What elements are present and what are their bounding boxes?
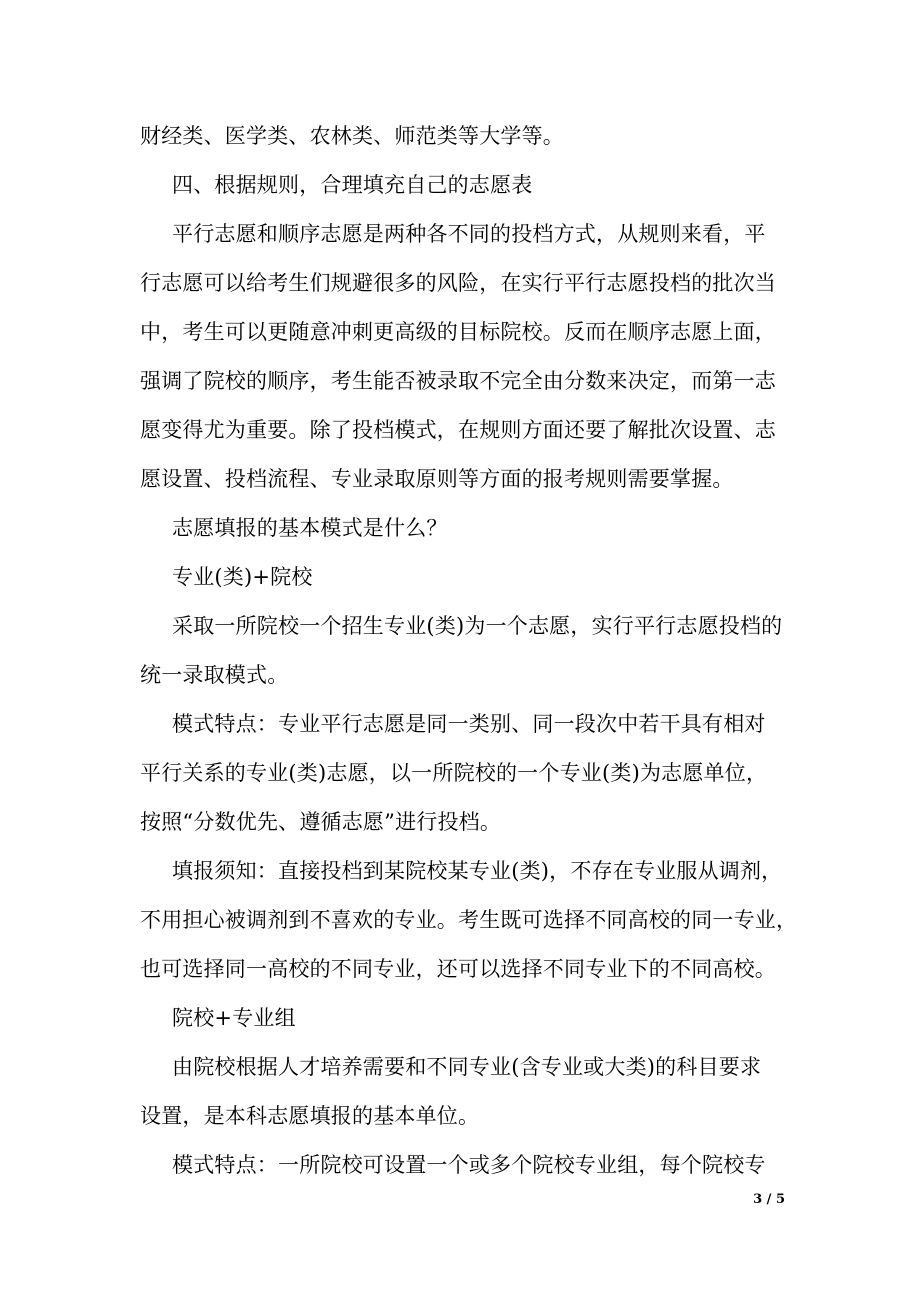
text-line: 不用担心被调剂到不喜欢的专业。考生既可选择不同高校的同一专业， (140, 908, 798, 932)
text-line: 设置，是本科志愿填报的基本单位。 (140, 1104, 480, 1128)
text-line: 由院校根据人才培养需要和不同专业(含专业或大类)的科目要求 (172, 1055, 762, 1079)
text-line: 填报须知：直接投档到某院校某专业(类)，不存在专业服从调剂， (172, 859, 783, 883)
page-number: 3 / 5 (753, 1192, 785, 1207)
text-line: 平行关系的专业(类)志愿，以一所院校的一个专业(类)为志愿单位， (140, 761, 768, 785)
text-line: 统一录取模式。 (140, 663, 289, 687)
text-line: 中，考生可以更随意冲刺更高级的目标院校。反而在顺序志愿上面， (140, 320, 776, 344)
text-line: 强调了院校的顺序，考生能否被录取不完全由分数来决定，而第一志 (140, 369, 776, 393)
subheading: 专业(类)+院校 (172, 565, 313, 589)
subheading: 院校+专业组 (172, 1006, 296, 1030)
section-heading: 四、根据规则，合理填充自己的志愿表 (172, 173, 533, 197)
text-line: 愿变得尤为重要。除了投档模式，在规则方面还要了解批次设置、志 (140, 418, 776, 442)
text-line: 也可选择同一高校的不同专业，还可以选择不同专业下的不同高校。 (140, 957, 776, 981)
text-line: 模式特点：专业平行志愿是同一类别、同一段次中若干具有相对 (172, 712, 766, 736)
text-line: 平行志愿和顺序志愿是两种各不同的投档方式，从规则来看，平 (172, 222, 766, 246)
text-line: 行志愿可以给考生们规避很多的风险，在实行平行志愿投档的批次当 (140, 271, 776, 295)
text-line: 财经类、医学类、农林类、师范类等大学等。 (140, 124, 564, 148)
text-line: 愿设置、投档流程、专业录取原则等方面的报考规则需要掌握。 (140, 467, 734, 491)
text-line: 采取一所院校一个招生专业(类)为一个志愿，实行平行志愿投档的 (172, 614, 783, 638)
text-line: 模式特点：一所院校可设置一个或多个院校专业组，每个院校专 (172, 1153, 766, 1177)
text-line: 按照“分数优先、遵循志愿”进行投档。 (140, 810, 502, 834)
question-heading: 志愿填报的基本模式是什么？ (172, 516, 448, 540)
